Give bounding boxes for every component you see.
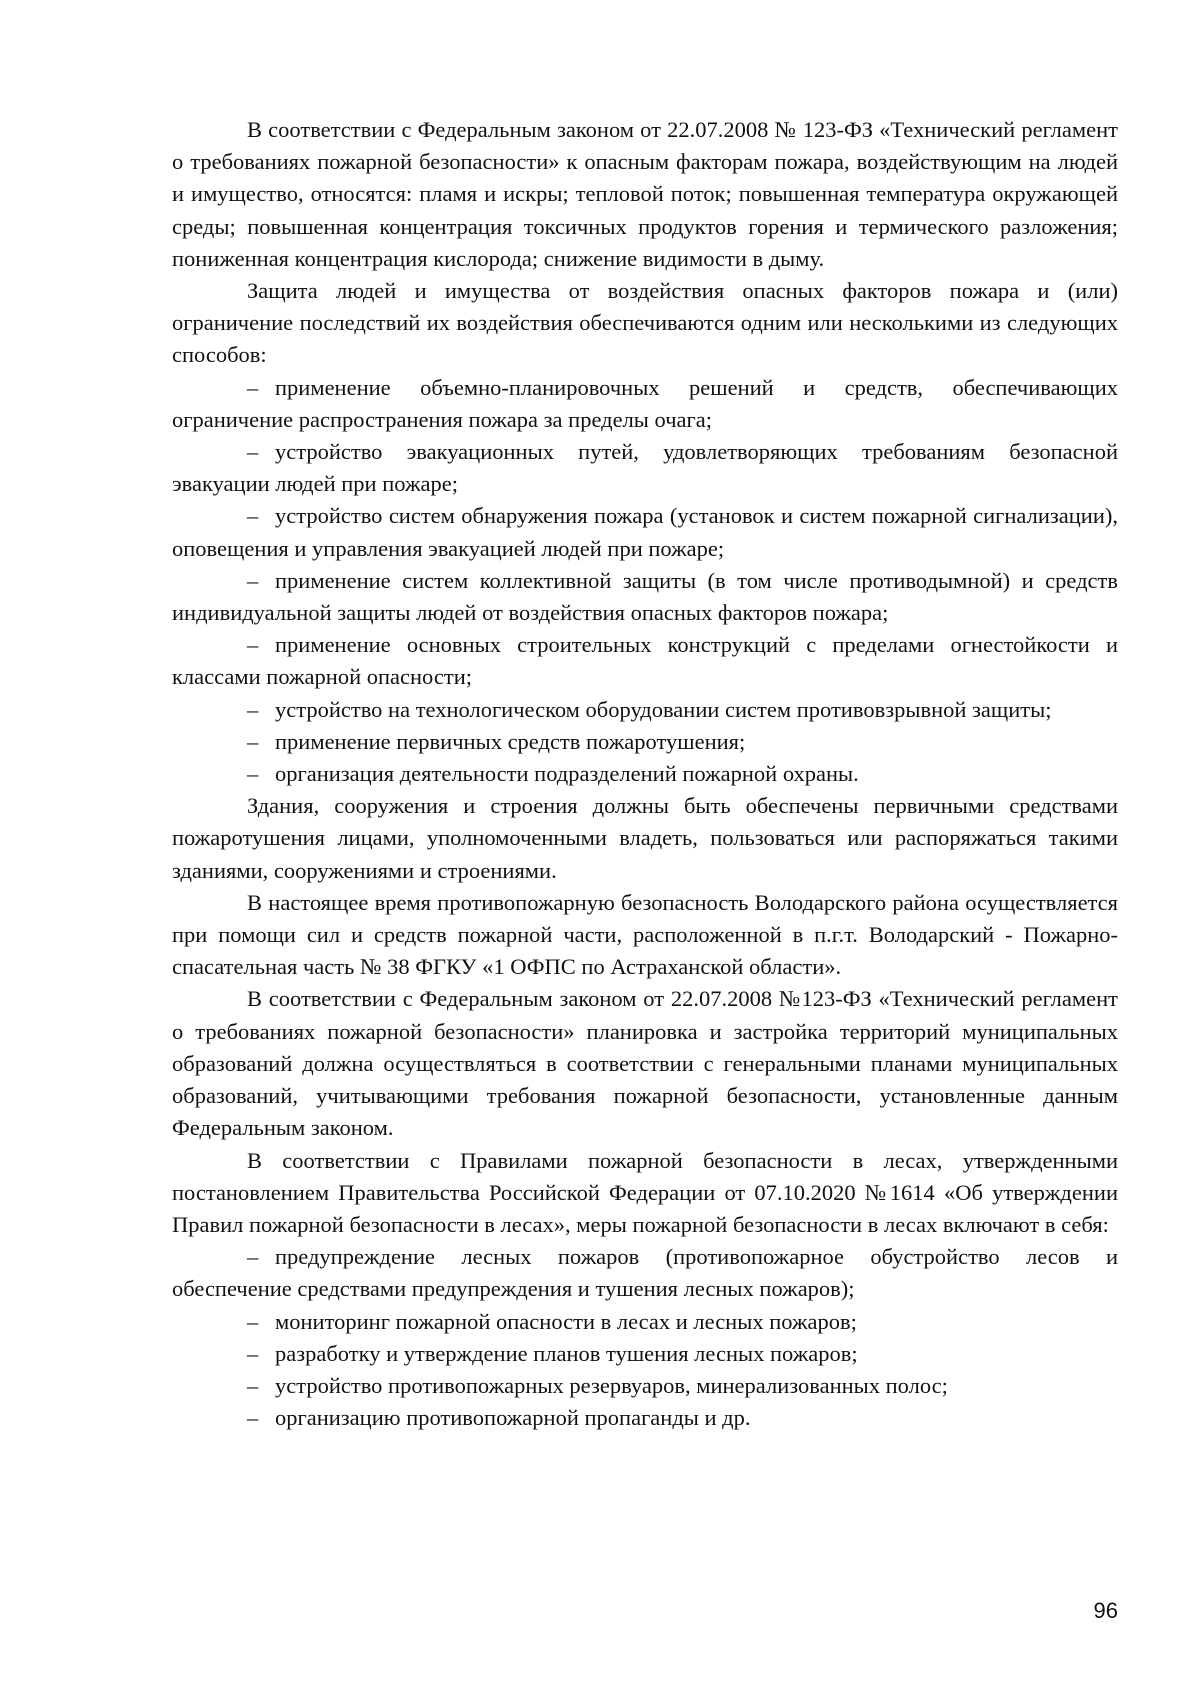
list-item: [172, 372, 1118, 436]
list-item-text: применение первичных средств пожаротушения;: [275, 728, 746, 754]
dash-marker: –: [247, 761, 259, 787]
list-item-text: мониторинг пожарной опасности в лесах и лесных пожаров;: [275, 1308, 857, 1334]
list-item-text: применение объемно-планировочных решений и средств, обеспечивающих ограничение распространения пожара за пределы очага;: [172, 374, 1118, 432]
dash-marker: –: [247, 728, 259, 754]
list-item: [172, 694, 1118, 726]
dash-marker: –: [247, 503, 259, 529]
list-item-text: предупреждение лесных пожаров (противопожарное обустройство лесов и обеспечение средствами предупреждения и тушения лесных пожаров);: [172, 1244, 1118, 1302]
dash-marker: –: [247, 632, 259, 658]
paragraph-fire-station: В настоящее время противопожарную безопасность Володарского района осуществляется при помощи сил и средств пожарной части, расположенной в п.г.т. Володарский - Пожарно-спасательная часть № 38 ФГКУ «1 ОФПС по Астраханской области».: [172, 889, 1118, 980]
dash-marker: –: [247, 1340, 259, 1366]
list-item: [172, 500, 1118, 564]
list-item: [172, 1370, 1118, 1402]
paragraph-fire-hazards: В соответствии с Федеральным законом от 22.07.2008 № 123-ФЗ «Технический регламент о требованиях пожарной безопасности» к опасным факторам пожара, воздействующим на людей и имущество, относятся: пламя и искры; тепловой поток; повышенная температура окружающей среды; повышенная концентрация токсичных продуктов горения и термического разложения; пониженная концентрация кислорода; снижение видимости в дыму.: [172, 117, 1118, 271]
list-item-text: устройство противопожарных резервуаров, минерализованных полос;: [275, 1372, 948, 1398]
page-number: 96: [1093, 1598, 1118, 1623]
dash-marker: –: [247, 1372, 259, 1398]
dash-marker: –: [247, 374, 259, 400]
list-item: [172, 629, 1118, 693]
protection-methods-list: [172, 372, 1118, 791]
list-item-text: организацию противопожарной пропаганды и др.: [275, 1405, 751, 1431]
document-body: [172, 114, 1118, 1434]
list-item: [172, 1241, 1118, 1305]
paragraph-territory-planning: В соответствии с Федеральным законом от 22.07.2008 №123-ФЗ «Технический регламент о требованиях пожарной безопасности» планировка и застройка территорий муниципальных образований должна осуществляться в соответствии с генеральными планами муниципальных образований, учитывающими требования пожарной безопасности, установленные данным Федеральным законом.: [172, 986, 1118, 1141]
dash-marker: –: [247, 696, 259, 722]
list-item: [172, 565, 1118, 629]
list-item: [172, 758, 1118, 790]
list-item: [172, 1402, 1118, 1434]
list-item-text: устройство эвакуационных путей, удовлетворяющих требованиям безопасной эвакуации людей при пожаре;: [172, 439, 1118, 497]
list-item-text: применение систем коллективной защиты (в том числе противодымной) и средств индивидуальной защиты людей от воздействия опасных факторов пожара;: [172, 567, 1118, 626]
dash-marker: –: [247, 1405, 259, 1431]
forest-measures-list: [172, 1241, 1118, 1434]
paragraph-protection-intro: Защита людей и имущества от воздействия опасных факторов пожара и (или) ограничение последствий их воздействия обеспечиваются одним или несколькими из следующих способов:: [172, 278, 1118, 368]
list-item: [172, 1338, 1118, 1370]
list-item: [172, 1306, 1118, 1338]
dash-marker: –: [247, 439, 259, 465]
paragraph-primary-extinguishing: Здания, сооружения и строения должны быть обеспечены первичными средствами пожаротушения лицами, уполномоченными владеть, пользоваться или распоряжаться такими зданиями, сооружениями и строениями.: [172, 793, 1118, 883]
list-item-text: организация деятельности подразделений пожарной охраны.: [275, 761, 859, 787]
list-item-text: устройство на технологическом оборудовании систем противовзрывной защиты;: [275, 696, 1052, 722]
list-item: [172, 726, 1118, 758]
list-item-text: разработку и утверждение планов тушения лесных пожаров;: [275, 1340, 858, 1366]
list-item-text: применение основных строительных конструкций с пределами огнестойкости и классами пожарной опасности;: [172, 632, 1118, 690]
dash-marker: –: [247, 1244, 259, 1270]
dash-marker: –: [247, 567, 259, 593]
list-item-text: устройство систем обнаружения пожара (установок и систем пожарной сигнализации), оповещения и управления эвакуацией людей при пожаре;: [172, 503, 1118, 561]
list-item: [172, 436, 1118, 500]
dash-marker: –: [247, 1308, 259, 1334]
paragraph-forest-rules: В соответствии с Правилами пожарной безопасности в лесах, утвержденными постановлением Правительства Российской Федерации от 07.10.2020 №1614 «Об утверждении Правил пожарной безопасности в лесах», меры пожарной безопасности в лесах включают в себя:: [172, 1147, 1118, 1237]
